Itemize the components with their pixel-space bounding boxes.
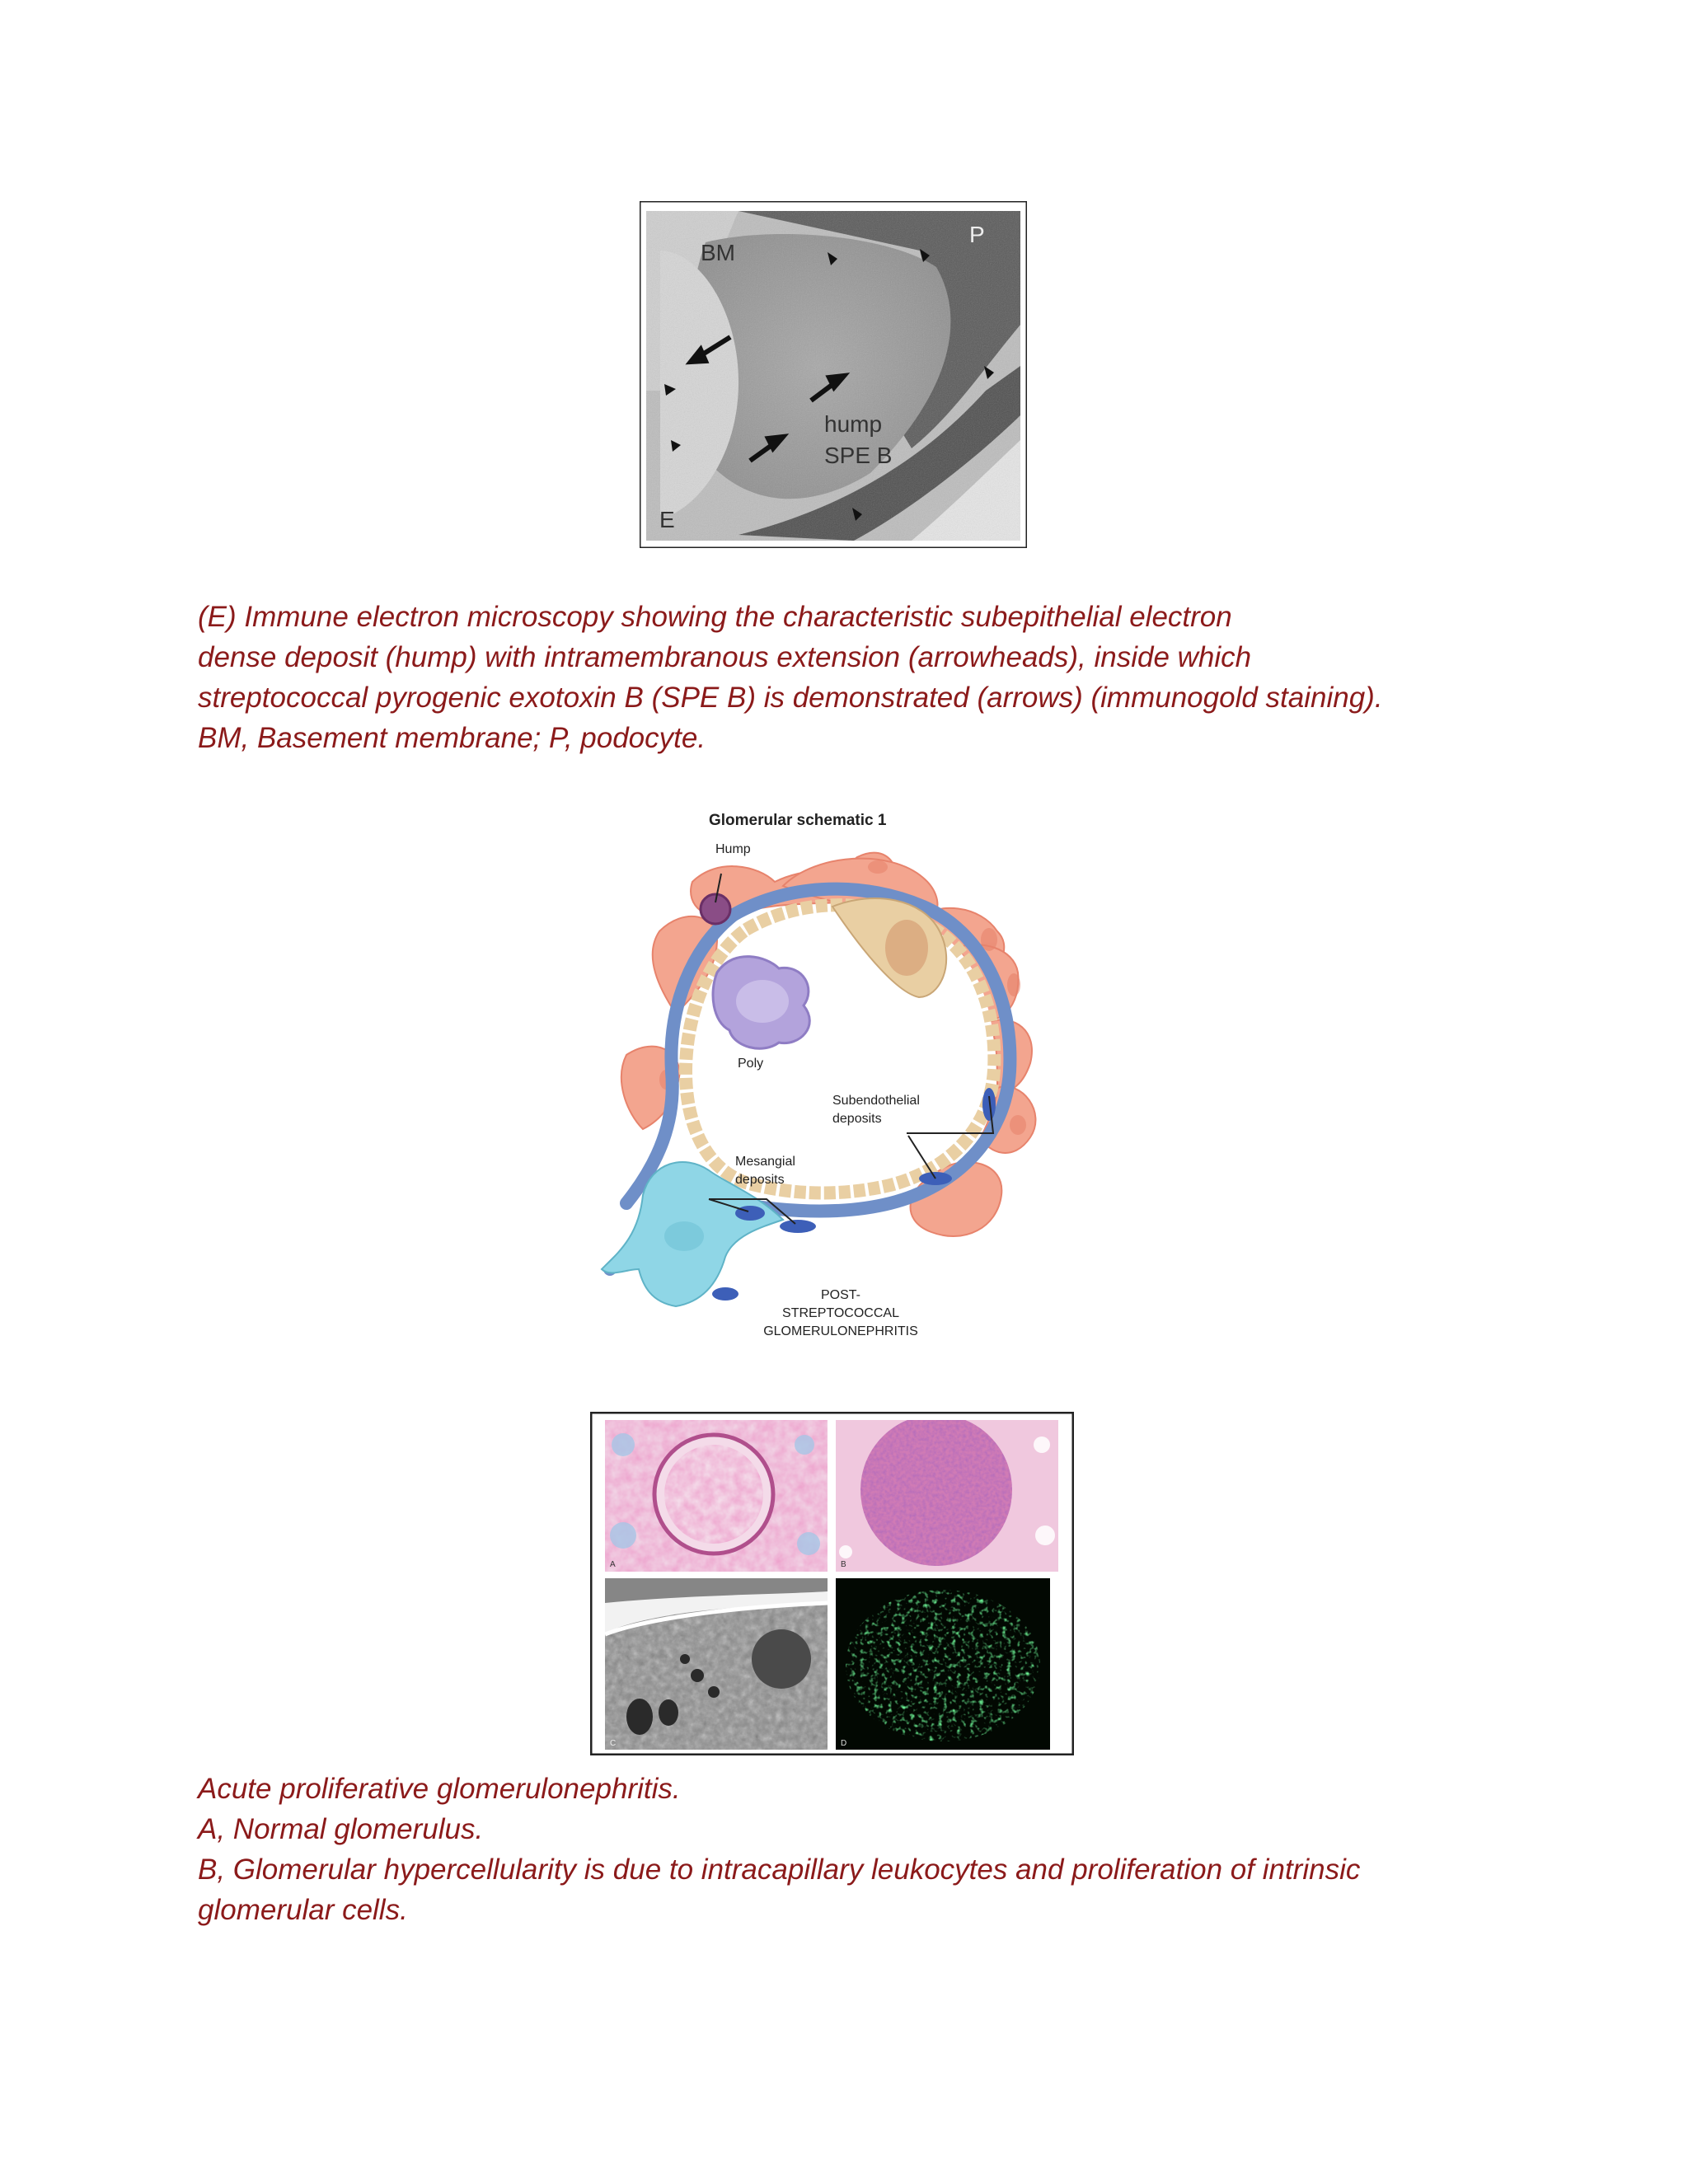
panel-a [605,1420,828,1572]
schematic-subendothelial-label: Subendothelial [832,1094,920,1108]
panel-c-label: C [610,1739,617,1748]
micrograph-grid [590,1412,1074,1755]
em-label-e: E [659,507,675,532]
schematic-disease-label: GLOMERULONEPHRITIS [763,1324,918,1338]
schematic-mesangial-label: Mesangial [735,1155,795,1169]
caption-em [198,597,1383,758]
panel-d-label: D [841,1739,847,1748]
em-label-p: P [969,222,985,247]
em-label-bm: BM [701,240,735,265]
schematic-disease-label: POST- [820,1288,861,1302]
schematic-hump-label: Hump [715,842,751,856]
glomerular-schematic [593,808,1088,1343]
caption-line: BM, Basement membrane; P, podocyte. [198,722,706,754]
schematic-disease-label: STREPTOCOCCAL [782,1306,899,1320]
caption-line: (E) Immune electron microscopy showing the characteristic subepithelial electron [198,601,1232,633]
caption-line: A, Normal glomerulus. [198,1813,484,1845]
em-figure [640,201,1027,548]
schematic-diagram [593,808,1088,1343]
schematic-poly-label: Poly [738,1057,764,1071]
schematic-title: Glomerular schematic 1 [709,812,887,829]
panel-a-label: A [610,1560,616,1569]
panel-b [836,1414,1058,1572]
em-label-hump: hump [824,411,883,437]
caption-acute [198,1769,1360,1930]
panel-d [836,1578,1050,1750]
schematic-subendothelial-label: deposits [832,1112,882,1126]
panel-c [605,1578,828,1750]
caption-line: B, Glomerular hypercellularity is due to intracapillary leukocytes and proliferation of intrinsic [198,1854,1361,1886]
em-image [640,201,1027,548]
caption-line: Acute proliferative glomerulonephritis. [198,1773,681,1805]
caption-line: dense deposit (hump) with intramembranous extension (arrowheads), inside which [198,641,1252,673]
panel-b-label: B [841,1560,846,1569]
caption-line: streptococcal pyrogenic exotoxin B (SPE B) is demonstrated (arrows) (immunogold staining). [198,682,1383,714]
schematic-mesangial-label: deposits [735,1173,785,1187]
em-label-speb: SPE B [824,443,893,468]
micrograph-panels [590,1412,1074,1755]
caption-line: glomerular cells. [198,1894,408,1926]
